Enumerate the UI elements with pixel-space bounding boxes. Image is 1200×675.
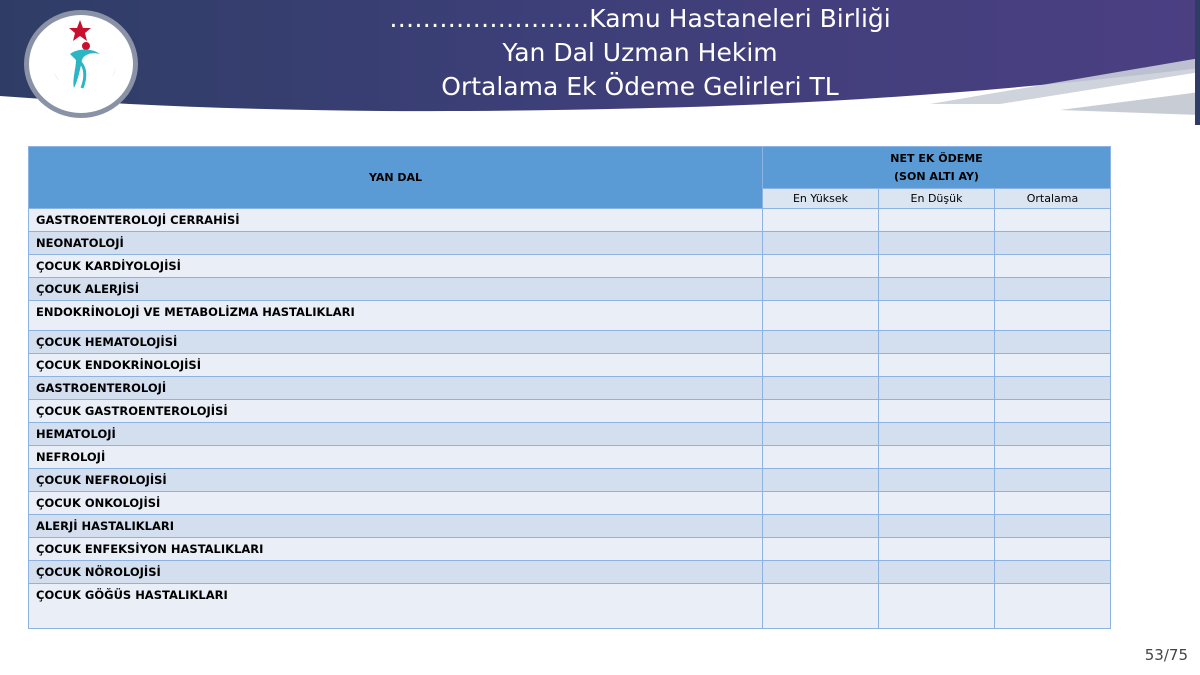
cell-en-yuksek bbox=[763, 331, 879, 354]
net-ek-odeme-header bbox=[763, 147, 1111, 189]
cell-ortalama bbox=[995, 255, 1111, 278]
ministry-logo bbox=[22, 8, 140, 120]
table-row bbox=[29, 515, 1111, 538]
specialty-name: GASTROENTEROLOJİ CERRAHİSİ bbox=[29, 209, 763, 232]
cell-en-yuksek bbox=[763, 515, 879, 538]
cell-en-yuksek bbox=[763, 469, 879, 492]
cell-ortalama bbox=[995, 278, 1111, 301]
specialty-name: ÇOCUK HEMATOLOJİSİ bbox=[29, 331, 763, 354]
table-row bbox=[29, 538, 1111, 561]
table-row bbox=[29, 354, 1111, 377]
table-row bbox=[29, 400, 1111, 423]
col-header-ortalama: Ortalama bbox=[995, 189, 1111, 209]
table-row bbox=[29, 331, 1111, 354]
cell-ortalama bbox=[995, 423, 1111, 446]
cell-en-dusuk bbox=[879, 354, 995, 377]
specialty-name: ÇOCUK GÖĞÜS HASTALIKLARI bbox=[29, 584, 763, 629]
specialty-name: ÇOCUK ENDOKRİNOLOJİSİ bbox=[29, 354, 763, 377]
title-line-1: ……………………Kamu Hastaneleri Birliği bbox=[389, 4, 891, 33]
table-row bbox=[29, 232, 1111, 255]
cell-en-dusuk bbox=[879, 377, 995, 400]
specialty-name: ÇOCUK KARDİYOLOJİSİ bbox=[29, 255, 763, 278]
table-row bbox=[29, 561, 1111, 584]
cell-en-yuksek bbox=[763, 538, 879, 561]
page-number: 53/75 bbox=[1144, 646, 1188, 664]
cell-en-dusuk bbox=[879, 400, 995, 423]
slide-title bbox=[300, 2, 980, 104]
cell-en-dusuk bbox=[879, 584, 995, 629]
title-line-3: Ortalama Ek Ödeme Gelirleri TL bbox=[441, 72, 839, 101]
table-row bbox=[29, 301, 1111, 331]
cell-ortalama bbox=[995, 538, 1111, 561]
specialty-name: ALERJİ HASTALIKLARI bbox=[29, 515, 763, 538]
cell-en-dusuk bbox=[879, 538, 995, 561]
title-line-2: Yan Dal Uzman Hekim bbox=[502, 38, 778, 67]
cell-en-dusuk bbox=[879, 278, 995, 301]
cell-ortalama bbox=[995, 400, 1111, 423]
cell-en-yuksek bbox=[763, 400, 879, 423]
cell-ortalama bbox=[995, 232, 1111, 255]
table-row bbox=[29, 492, 1111, 515]
net-header-line-2: (SON ALTI AY) bbox=[894, 169, 979, 183]
cell-en-dusuk bbox=[879, 492, 995, 515]
yan-dal-header: YAN DAL bbox=[29, 147, 763, 209]
cell-en-yuksek bbox=[763, 492, 879, 515]
cell-en-dusuk bbox=[879, 446, 995, 469]
cell-en-dusuk bbox=[879, 209, 995, 232]
cell-ortalama bbox=[995, 354, 1111, 377]
col-header-en-yuksek: En Yüksek bbox=[763, 189, 879, 209]
cell-ortalama bbox=[995, 515, 1111, 538]
cell-en-dusuk bbox=[879, 469, 995, 492]
cell-en-yuksek bbox=[763, 301, 879, 331]
table-row bbox=[29, 584, 1111, 629]
cell-ortalama bbox=[995, 492, 1111, 515]
cell-en-dusuk bbox=[879, 301, 995, 331]
cell-ortalama bbox=[995, 446, 1111, 469]
cell-ortalama bbox=[995, 377, 1111, 400]
cell-ortalama bbox=[995, 561, 1111, 584]
specialty-name: ÇOCUK ONKOLOJİSİ bbox=[29, 492, 763, 515]
specialty-name: ÇOCUK NEFROLOJİSİ bbox=[29, 469, 763, 492]
cell-en-yuksek bbox=[763, 255, 879, 278]
cell-en-yuksek bbox=[763, 209, 879, 232]
subspecialty-payment-table bbox=[28, 146, 1111, 629]
specialty-name: HEMATOLOJİ bbox=[29, 423, 763, 446]
cell-ortalama bbox=[995, 469, 1111, 492]
table-row bbox=[29, 255, 1111, 278]
specialty-name: ENDOKRİNOLOJİ VE METABOLİZMA HASTALIKLARI bbox=[29, 301, 763, 331]
table-row bbox=[29, 209, 1111, 232]
net-header-line-1: NET EK ÖDEME bbox=[890, 151, 983, 165]
specialty-name: ÇOCUK NÖROLOJİSİ bbox=[29, 561, 763, 584]
table-row bbox=[29, 377, 1111, 400]
cell-en-yuksek bbox=[763, 584, 879, 629]
cell-en-yuksek bbox=[763, 354, 879, 377]
cell-ortalama bbox=[995, 301, 1111, 331]
cell-ortalama bbox=[995, 331, 1111, 354]
cell-en-yuksek bbox=[763, 423, 879, 446]
col-header-en-dusuk: En Düşük bbox=[879, 189, 995, 209]
cell-en-dusuk bbox=[879, 561, 995, 584]
specialty-name: GASTROENTEROLOJİ bbox=[29, 377, 763, 400]
table-row bbox=[29, 278, 1111, 301]
cell-en-yuksek bbox=[763, 377, 879, 400]
cell-en-yuksek bbox=[763, 561, 879, 584]
cell-en-yuksek bbox=[763, 446, 879, 469]
cell-en-dusuk bbox=[879, 331, 995, 354]
table-row bbox=[29, 469, 1111, 492]
specialty-name: NEONATOLOJİ bbox=[29, 232, 763, 255]
table-row bbox=[29, 446, 1111, 469]
table-row bbox=[29, 423, 1111, 446]
specialty-name: ÇOCUK ALERJİSİ bbox=[29, 278, 763, 301]
cell-ortalama bbox=[995, 584, 1111, 629]
specialty-name: ÇOCUK ENFEKSİYON HASTALIKLARI bbox=[29, 538, 763, 561]
cell-en-dusuk bbox=[879, 232, 995, 255]
cell-en-yuksek bbox=[763, 278, 879, 301]
cell-en-yuksek bbox=[763, 232, 879, 255]
specialty-name: NEFROLOJİ bbox=[29, 446, 763, 469]
cell-en-dusuk bbox=[879, 423, 995, 446]
cell-en-dusuk bbox=[879, 515, 995, 538]
cell-ortalama bbox=[995, 209, 1111, 232]
cell-en-dusuk bbox=[879, 255, 995, 278]
specialty-name: ÇOCUK GASTROENTEROLOJİSİ bbox=[29, 400, 763, 423]
